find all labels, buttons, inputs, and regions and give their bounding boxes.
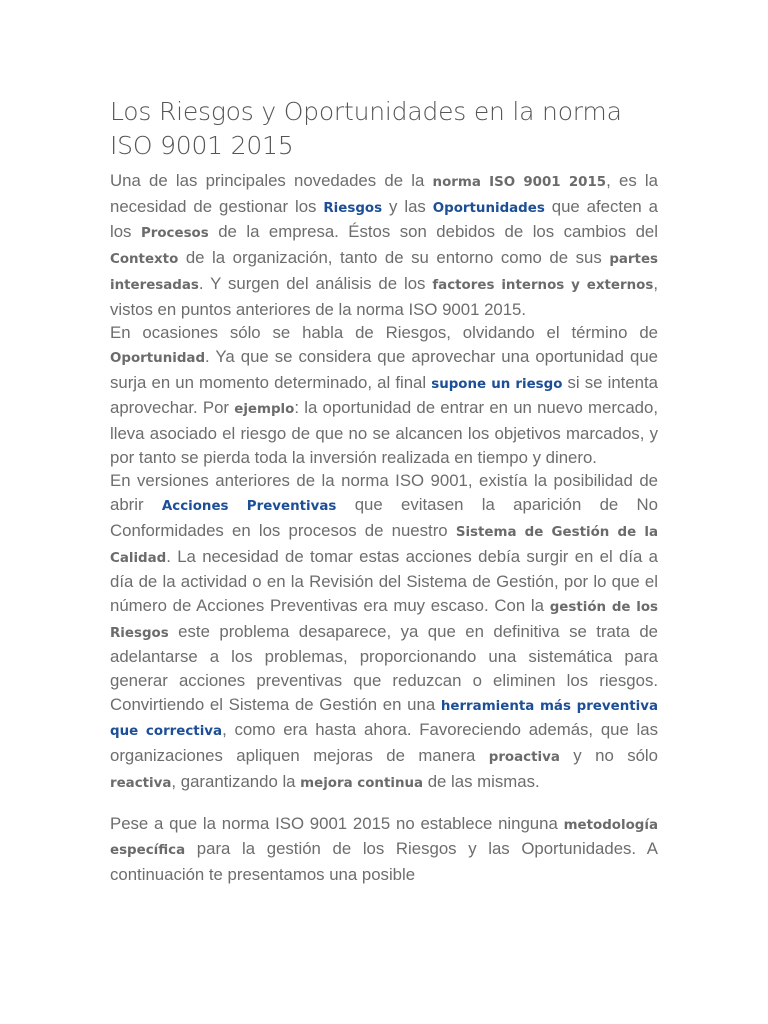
document-page	[110, 95, 658, 887]
text-run: de la empresa. Éstos son debidos de los cambios del	[208, 222, 658, 242]
bold-term: partes interesadas	[110, 252, 658, 293]
text-run: que afecten a los	[110, 196, 658, 242]
bold-term: ejemplo	[234, 402, 295, 418]
link-acciones-preventivas[interactable]: Acciones Preventivas	[161, 499, 337, 515]
link-oportunidades[interactable]: Oportunidades	[432, 200, 545, 216]
bold-term: norma ISO 9001 2015	[432, 175, 607, 190]
bold-term: mejora continua	[300, 775, 424, 791]
text-run: de las mismas.	[423, 771, 540, 791]
bold-term: Procesos	[140, 226, 209, 242]
text-run: En versiones anteriores de la norma ISO 9001, existía la posibilidad de abrir	[110, 471, 658, 515]
bold-term: gestión de los Riesgos	[110, 599, 658, 641]
text-run: Pese a que la norma ISO 9001 2015 no establece ninguna	[110, 813, 564, 833]
text-run: . La necesidad de tomar estas acciones debía surgir en el día a día de la actividad o en la Revisión del Sistema de Gestión, por lo que el número de Acciones Preventivas era muy escaso. Con la	[110, 546, 658, 615]
document-title: Los Riesgos y Oportunidades en la norma ISO 9001 2015	[110, 97, 622, 160]
text-run: : la oportunidad de entrar en un nuevo mercado, lleva asociado el riesgo de que no se alcancen los objetivos marcados, y por tanto se pierda toda la inversión realizada en tiempo y dinero.	[110, 398, 658, 467]
text-run: si se intenta aprovechar. Por	[110, 372, 658, 418]
text-run: que evitasen la aparición de No Conformidades en los procesos de nuestro	[110, 495, 659, 540]
text-run: de la organización, tanto de su entorno como de sus	[178, 248, 610, 268]
text-run: , garantizando la	[171, 771, 301, 791]
text-run: para la gestión de los Riesgos y las Oportunidades. A continuación te presentamos una posible	[110, 839, 658, 884]
bold-term: Sistema de Gestión de la Calidad	[110, 524, 658, 566]
text-run: En ocasiones sólo se habla de Riesgos, olvidando el término de	[110, 323, 658, 343]
text-run: y no sólo	[559, 746, 658, 766]
paragraph-3	[110, 469, 658, 795]
bold-term: Oportunidad	[110, 350, 206, 366]
text-run: este problema desaparece, ya que en definitiva se trata de adelantarse a los problemas, proporcionando una sistemática para generar acciones preventivas que reduzcan o eliminen los riesgos. Convirtiendo el Sistema de Gestión en una	[110, 621, 658, 714]
link-supone-un-riesgo[interactable]: supone un riesgo	[431, 376, 563, 392]
text-run: . Y surgen del análisis de los	[198, 273, 433, 293]
text-run: , vistos en puntos anteriores de la norma ISO 9001 2015.	[110, 273, 658, 319]
text-run: y las	[382, 196, 433, 216]
bold-term: factores internos y externos	[432, 277, 654, 293]
paragraph-4	[110, 812, 658, 887]
bold-term: proactiva	[488, 750, 560, 766]
link-herramienta-preventiva[interactable]: herramienta más preventiva que correctiva	[110, 698, 658, 740]
text-run: Una de las principales novedades de la	[110, 171, 433, 190]
text-run: , como era hasta ahora. Favoreciendo además, que las organizaciones apliquen mejoras de manera	[110, 720, 658, 766]
bold-term: metodología específica	[110, 817, 658, 859]
bold-term: reactiva	[110, 775, 172, 791]
text-run: , es la necesidad de gestionar los	[110, 171, 658, 216]
paragraph-1	[110, 169, 658, 321]
paragraph-2	[110, 321, 658, 469]
bold-term: Contexto	[110, 252, 179, 268]
link-riesgos[interactable]: Riesgos	[323, 200, 383, 216]
text-run: . Ya que se considera que aprovechar una oportunidad que surja en un momento determinado, al final	[110, 346, 658, 392]
